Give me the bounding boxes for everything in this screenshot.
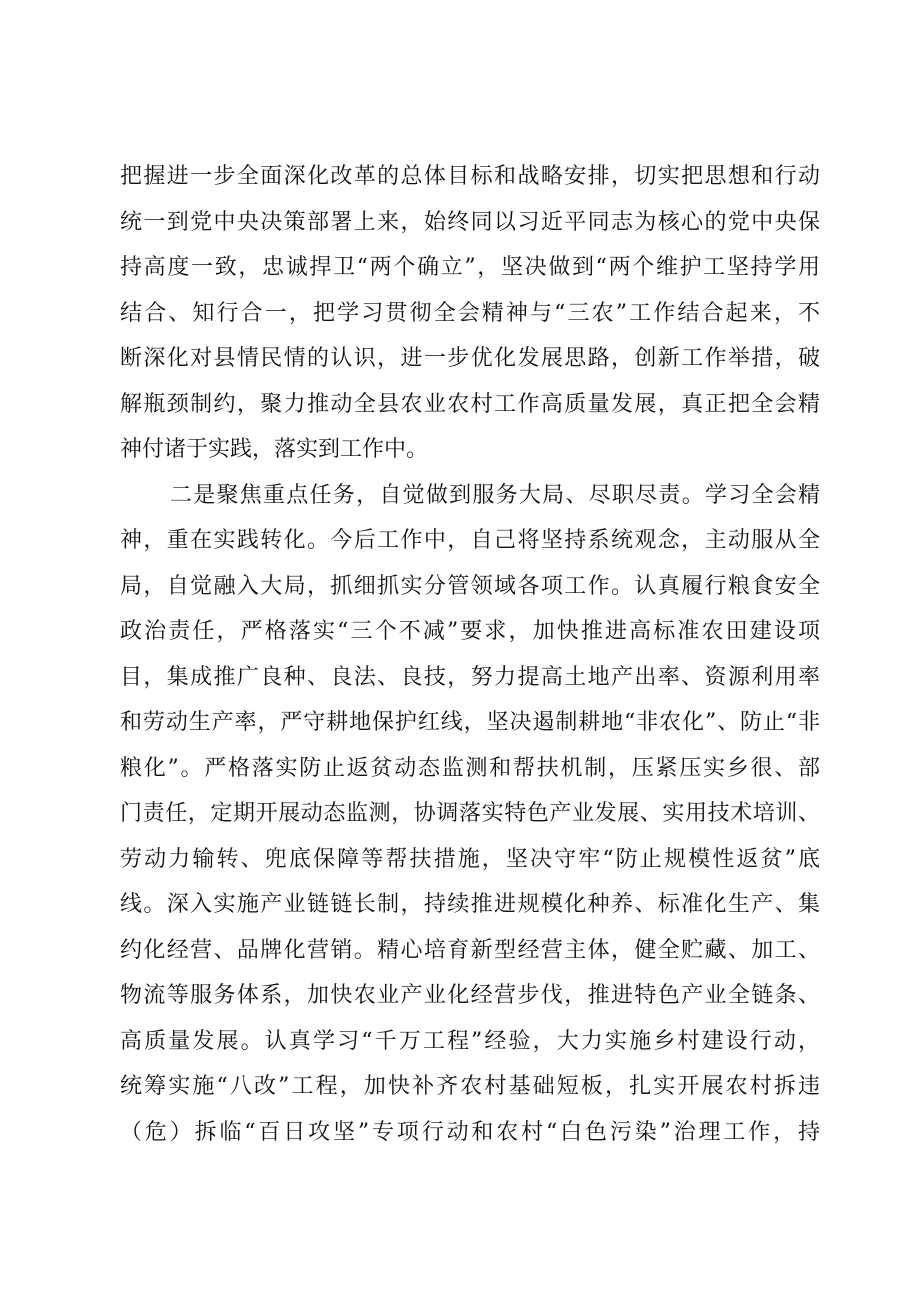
text-line: （危）拆临“百日攻坚”专项行动和农村“白色污染”治理工作，持: [120, 1119, 820, 1145]
text-line: 持高度一致，忠诚捍卫“两个确立”，坚决做到“两个维护工坚持学用: [120, 255, 820, 280]
text-line: 断深化对县情民情的认识，进一步优化发展思路，创新工作举措，破: [120, 346, 820, 371]
text-line: 结合、知行合一，把学习贯彻全会精神与“三农”工作结合起来，不: [120, 300, 820, 326]
text-line: 和劳动生产率，严守耕地保护红线，坚决遏制耕地“非农化”、防止“非: [120, 710, 820, 735]
text-line: 神付诸于实践，落实到工作中。: [120, 437, 429, 462]
paragraph-start-line: 二是聚焦重点任务，自觉做到服务大局、尽职尽责。学习全会精: [170, 482, 820, 508]
text-line: 局，自觉融入大局，抓细抓实分管领域各项工作。认真履行粮食安全: [120, 573, 820, 599]
body-text: [120, 154, 820, 1155]
text-line: 高质量发展。认真学习“千万工程”经验，大力实施乡村建设行动，: [120, 1028, 820, 1054]
text-line: 解瓶颈制约，聚力推动全县农业农村工作高质量发展，真正把全会精: [120, 391, 820, 417]
text-line: 粮化”。严格落实防止返贫动态监测和帮扶机制，压紧压实乡很、部: [120, 755, 820, 781]
text-line: 物流等服务体系，加快农业产业化经营步伐，推进特色产业全链条、: [120, 983, 820, 1008]
text-line: 神，重在实践转化。今后工作中，自己将坚持系统观念，主动服从全: [120, 528, 820, 553]
text-line: 劳动力输转、兜底保障等帮扶措施，坚决守牢“防止规模性返贫”底: [120, 846, 820, 872]
text-line: 门责任，定期开展动态监测，协调落实特色产业发展、实用技术培训、: [120, 801, 820, 826]
text-line: 目，集成推广良种、良法、良技，努力提高土地产出率、资源利用率: [120, 664, 820, 690]
text-line: 线。深入实施产业链链长制，持续推进规模化种养、标准化生产、集: [120, 892, 820, 917]
text-line: 政治责任，严格落实“三个不减”要求，加快推进高标准农田建设项: [120, 619, 820, 644]
text-line: 约化经营、品牌化营销。精心培育新型经营主体，健全贮藏、加工、: [120, 937, 820, 963]
text-line: 把握进一步全面深化改革的总体目标和战略安排，切实把思想和行动: [120, 164, 820, 189]
text-line: 统筹实施“八改”工程，加快补齐农村基础短板，扎实开展农村拆违: [120, 1074, 820, 1099]
text-line: 统一到党中央决策部署上来，始终同以习近平同志为核心的党中央保: [120, 209, 820, 235]
